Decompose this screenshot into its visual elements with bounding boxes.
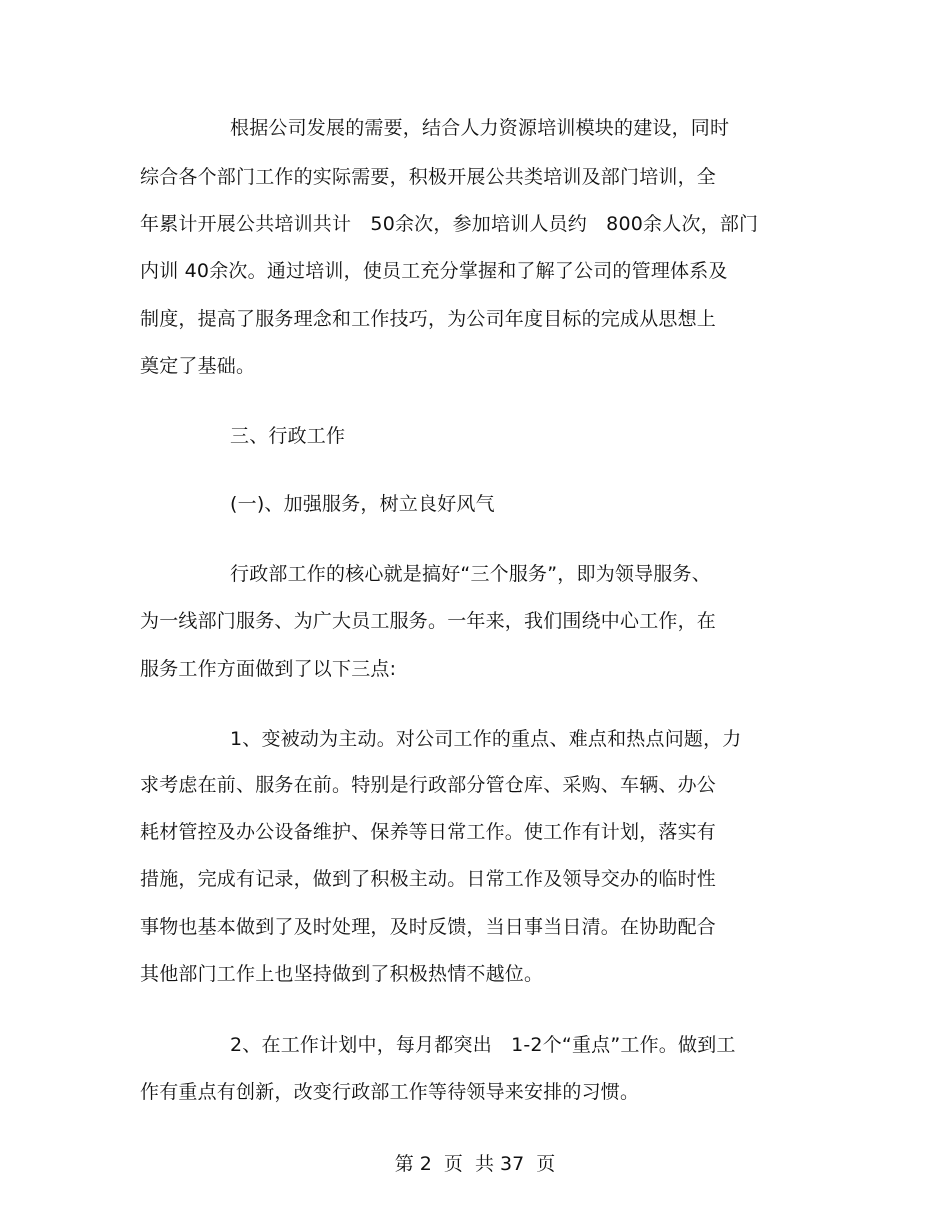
paragraph-line: 其他部门工作上也坚持做到了积极热情不越位。 (140, 963, 544, 985)
paragraph-line: 事物也基本做到了及时处理，及时反馈，当日事当日清。在协助配合 (140, 916, 717, 938)
paragraph-line: 年累计开展公共培训共计 50余次，参加培训人员约 800余人次，部门 (140, 213, 759, 235)
paragraph-line: 1、变被动为主动。对公司工作的重点、难点和热点问题，力 (230, 728, 742, 750)
paragraph-line: 2、在工作计划中，每月都突出 1-2个“重点”工作。做到工 (230, 1034, 736, 1056)
paragraph-line: 为一线部门服务、为广大员工服务。一年来，我们围绕中心工作，在 (140, 610, 717, 632)
paragraph-line: 制度，提高了服务理念和工作技巧，为公司年度目标的完成从思想上 (140, 308, 717, 330)
paragraph-line: 综合各个部门工作的实际需要，积极开展公共类培训及部门培训，全 (140, 166, 717, 188)
page-number-footer: 第 2 页 共 37 页 (394, 1153, 556, 1175)
subsection-heading: (一)、加强服务，树立良好风气 (230, 493, 495, 515)
paragraph-line: 求考虑在前、服务在前。特别是行政部分管仓库、采购、车辆、办公 (140, 774, 717, 796)
paragraph-line: 服务工作方面做到了以下三点: (140, 658, 397, 680)
section-heading: 三、行政工作 (230, 425, 346, 447)
paragraph-line: 耗材管控及办公设备维护、保养等日常工作。使工作有计划，落实有 (140, 821, 717, 843)
paragraph-line: 内训 40余次。通过培训，使员工充分掌握和了解了公司的管理体系及 (140, 260, 728, 282)
paragraph-line: 奠定了基础。 (140, 355, 256, 377)
paragraph-line: 措施，完成有记录，做到了积极主动。日常工作及领导交办的临时性 (140, 868, 717, 890)
paragraph-line: 行政部工作的核心就是搞好“三个服务”，即为领导服务、 (230, 563, 711, 585)
paragraph-line: 作有重点有创新，改变行政部工作等待领导来安排的习惯。 (140, 1081, 640, 1103)
paragraph-line: 根据公司发展的需要，结合人力资源培训模块的建设，同时 (230, 117, 730, 139)
